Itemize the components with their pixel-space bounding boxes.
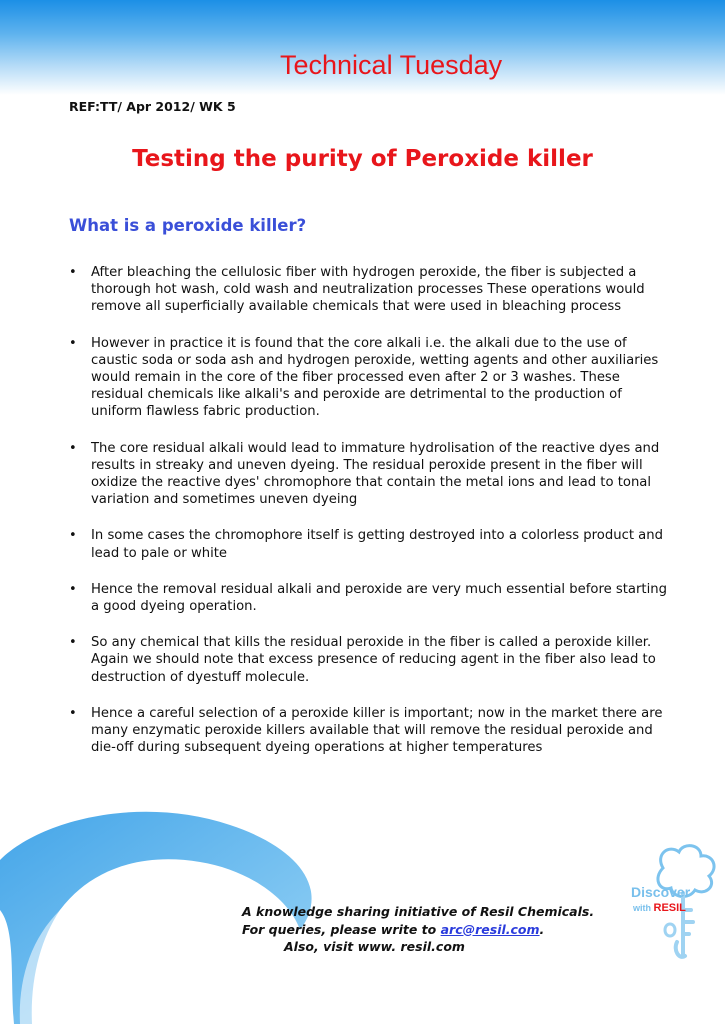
bullet-item <box>69 527 669 561</box>
footer-line-2-prefix: For queries, please write to <box>242 921 441 937</box>
bullet-item <box>69 264 669 316</box>
bullet-dot-icon: • <box>69 581 77 597</box>
footer-line-1: A knowledge sharing initiative of Resil Chemicals. <box>242 904 595 919</box>
resil-logo <box>625 838 725 968</box>
bullet-item <box>69 705 669 757</box>
logo-discover-text: Discover <box>631 884 691 900</box>
bullet-dot-icon: • <box>69 528 77 544</box>
bullet-item <box>69 581 669 615</box>
document-title: Testing the purity of Peroxide killer <box>132 146 593 172</box>
decorative-swirl <box>0 780 420 1024</box>
bullet-text: Hence the removal residual alkali and peroxide are very much essential before starting a good dyeing operation. <box>91 581 667 615</box>
brand-title: Technical Tuesday <box>280 50 503 80</box>
bullet-dot-icon: • <box>69 705 77 721</box>
bullet-text: The core residual alkali would lead to immature hydrolisation of the reactive dyes and results in streaky and uneven dyeing. The residual peroxide present in the fiber will oxidize the reactive dyes' chromophore that contain the metal ions and lead to tonal variation and sometimes uneven dyeing <box>91 440 660 508</box>
bullet-text: After bleaching the cellulosic fiber with hydrogen peroxide, the fiber is subjected a thorough hot wash, cold wash and neutralization processes These operations would remove all superficially available chemicals that were used in bleaching process <box>91 265 645 315</box>
bullet-item <box>69 634 669 686</box>
bullet-dot-icon: • <box>69 265 77 280</box>
section-heading: What is a peroxide killer? <box>69 216 307 235</box>
bullet-item <box>69 335 669 421</box>
bullet-item <box>69 440 669 509</box>
bullet-dot-icon: • <box>69 635 77 651</box>
bullet-text: So any chemical that kills the residual peroxide in the fiber is called a peroxide killer. Again we should note that excess presence of reducing agent in the fiber also lead to destruction of dyestuff molecule. <box>91 635 656 685</box>
reference-code: REF:TT/ Apr 2012/ WK 5 <box>69 99 236 114</box>
bullet-list <box>69 264 669 775</box>
email-link[interactable]: arc@resil.com <box>440 921 540 937</box>
logo-resil-text: RESIL <box>653 902 686 914</box>
footer-line-2-suffix: . <box>539 921 545 937</box>
bullet-dot-icon: • <box>69 335 77 351</box>
footer-note <box>242 903 594 956</box>
footer-line-3: Also, visit www. resil.com <box>284 939 465 954</box>
bullet-text: However in practice it is found that the core alkali i.e. the alkali due to the use of caustic soda or soda ash and hydrogen peroxide, wetting agents and other auxiliaries would remain in the core of the fiber processed even after 2 or 3 washes. These residual chemicals like alkali's and peroxide are detrimental to the production of uniform flawless fabric production. <box>91 335 659 420</box>
bullet-dot-icon: • <box>69 440 77 456</box>
bullet-text: In some cases the chromophore itself is getting destroyed into a colorless product and lead to pale or white <box>91 528 663 561</box>
logo-with-text: with <box>633 903 654 913</box>
footer-line-2 <box>242 921 594 939</box>
bullet-text: Hence a careful selection of a peroxide killer is important; now in the market there are many enzymatic peroxide killers available that will remove the residual peroxide and die-off during subsequent dyeing operations at higher temperatures <box>91 705 663 756</box>
logo-with-resil-text <box>633 902 686 914</box>
